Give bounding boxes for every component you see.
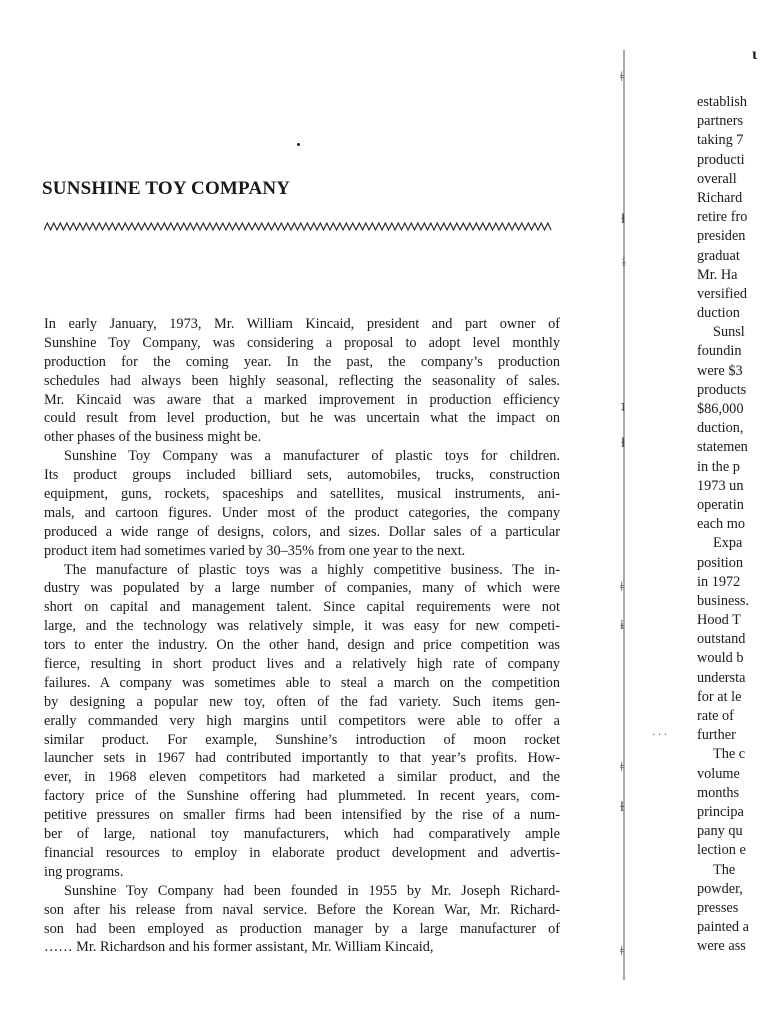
document-title: SUNSHINE TOY COMPANY [42, 178, 291, 199]
body-line: production for the coming year. In the past, the company’s production [44, 353, 560, 370]
facing-page-line: powder, [697, 880, 743, 897]
body-line: son had been employed as production manager by a large manufacturer of [44, 920, 560, 937]
body-line: short on capital and management talent. Since capital requirements were not [44, 599, 560, 616]
body-line: factory price of the Sunshine offering had plummeted. In recent years, com- [44, 788, 560, 805]
facing-page-line: Mr. Ha [697, 266, 738, 283]
facing-page-line: Hood T [697, 612, 741, 629]
body-line: could result from level production, but he was uncertain what the impact on [44, 410, 560, 427]
body-line: tors to enter the industry. On the other hand, design and price competition was [44, 637, 560, 654]
body-line: large, and the technology was relatively simple, it was easy for new competi- [44, 618, 560, 635]
facing-page-line: Richard [697, 189, 743, 206]
facing-page-line: position [697, 554, 744, 571]
facing-page-line: duction [697, 305, 740, 322]
body-line: financial resources to employ in elaborate product development and advertis- [44, 844, 560, 861]
body-line: ever, in 1968 eleven competitors had marketed a similar product, and the [44, 769, 560, 786]
facing-page-line: presiden [697, 228, 746, 245]
facing-page-line: pany qu [697, 823, 743, 840]
facing-page-line: months [697, 784, 740, 801]
body-line: Mr. Kincaid was aware that a marked improvement in production efficiency [44, 391, 560, 408]
body-line: equipment, guns, rockets, spaceships and satellites, musical instruments, ani- [44, 486, 560, 503]
body-line: schedules had always been highly seasonal, reflecting the seasonality of sales. [44, 372, 560, 389]
facing-page-line: principa [697, 803, 744, 820]
body-line: product item had sometimes varied by 30–35% from one year to the next. [44, 542, 466, 559]
facing-page-line: taking 7 [697, 132, 744, 149]
facing-page-line: overall [697, 170, 737, 187]
facing-page-line: products [697, 381, 747, 398]
facing-page-line: would b [697, 650, 744, 667]
body-line: Sunshine Toy Company, was considering a proposal to adopt level monthly [44, 334, 560, 351]
facing-page-line: rate of [697, 708, 734, 724]
body-line: produced a wide range of designs, colors, and sizes. Dollar sales of a particular [44, 523, 560, 540]
facing-page-line: outstand [697, 631, 746, 648]
facing-page-line: were ass [697, 938, 746, 955]
body-line: …… Mr. Richardson and his former assistant, Mr. William Kincaid, [44, 939, 434, 956]
body-line: In early January, 1973, Mr. William Kincaid, president and part owner of [44, 316, 560, 332]
speck-mark [297, 143, 300, 146]
body-line: by designing a popular new toy, often of the fad variety. Such items gen- [44, 693, 560, 710]
corner-mark: ɩ [752, 46, 757, 63]
body-line: failures. A company was sometimes able to steal a march on the competition [44, 674, 560, 691]
facing-page-line: retire fro [697, 209, 748, 226]
zigzag-rule [44, 222, 554, 232]
body-line: ber of large, national toy manufacturers, which had comparatively ample [44, 826, 560, 843]
body-line: erally commanded very high margins until competitors were able to offer a [44, 712, 560, 729]
body-line: ing programs. [44, 863, 124, 880]
facing-page-line: lection e [697, 842, 746, 859]
facing-page-line: statemen [697, 439, 748, 456]
facing-page-line: operatin [697, 496, 744, 513]
facing-page-line: partners [697, 113, 744, 130]
facing-page-line: presses [697, 899, 739, 916]
body-line: similar product. For example, Sunshine’s introduction of moon rocket [44, 731, 560, 748]
facing-page-line: for at le [697, 688, 742, 705]
facing-page-line: foundin [697, 343, 742, 360]
body-line: mals, and cartoon figures. Under most of the product categories, the company [44, 504, 560, 521]
facing-page-line: each mo [697, 516, 746, 533]
document-page: SUNSHINE TOY COMPANY In early January, 1973, Mr. William Kincaid, president and part owner of Sunshine Toy Company, was considering a proposal to adopt level monthly production for the coming year. In the past, the company’s production schedules had always been highly seasonal, reflecting the seasonality of sales. Mr. Kincaid was aware that a marked improvement in production efficiency could result from level production, but he was uncertain what the impact on other phases of the business might be. Sunshine Toy Company was a manufacturer of plastic toys for children. Its product groups included billiard sets, automobiles, trucks, construction equipment, guns, rockets, spaceships and satellites, musical instruments, ani- mals, and cartoon figures. Under most of the product categories, the company produced a wide range of designs, colors, and sizes. Dollar sales of a particular product item had sometimes varied by 30–35% from one year to the next. The manufacture of plastic toys was a highly competitive business. The in- dustry was populated by a large number of companies, many of which were short on capital and management talent. Since capital requirements were not large, and the technology was relatively simple, it was easy for new competi- tors to enter the industry. On the other hand, design and price competition was fierce, resulting in short product lives and a relatively high rate of company failures. A company was sometimes able to steal a march on the competition by designing a popular new toy, often of the fad variety. Such items gen- erally commanded very high margins until competitors were able to offer a similar product. For example, Sunshine’s introduction of moon rocket launcher sets in 1967 had contributed importantly to that year’s profits. How- ever, in 1968 eleven competitors had marketed a similar product, and the factory price of the Sunshine offering had plummeted. In recent years, com- petitive pressures on smaller firms had been intensified by the rise of a num- ber of large, national toy manufacturers, which had comparatively ample financial resources to employ in elaborate product development and advertis- ing programs. Sunshine Toy Company had been founded in 1955 by Mr. Joseph Richard- son after his release from naval service. Before the Korean War, Mr. Richard- son had been employed as production manager by a large manufacturer of …… Mr. Richardson and his former assistant, Mr. William Kincaid, ǂ ɫ ɨ ʇ ɫ ǂ ɨ ǂ ɫ ǂ · · · ɩ establish partners taking 7 producti overall Richard retire fro presiden graduat Mr. Ha versified duction Sunsl foundin were $3 products $86,000 duction, statemen in the p 1973 un operatin each mo Expa position in 1972 business. Hood T outstand would b understa for at le rate of further The c volume months principa pany qu lection e The powder, presses painted a were ass [0, 0, 768, 1024]
body-line: dustry was populated by a large number of companies, many of which were [44, 580, 560, 597]
facing-page-line: The [713, 861, 736, 878]
facing-page-line: The c [713, 746, 746, 763]
facing-page-line: $86,000 [697, 401, 744, 417]
facing-page-line: 1973 un [697, 477, 744, 494]
body-line: The manufacture of plastic toys was a highly competitive business. The in- [64, 561, 560, 578]
facing-page-line: Sunsl [713, 324, 745, 341]
facing-page-column [697, 93, 768, 956]
body-line: Sunshine Toy Company had been founded in 1955 by Mr. Joseph Richard- [64, 882, 560, 899]
facing-page-line: graduat [697, 247, 740, 264]
facing-page-line: duction, [697, 420, 744, 437]
body-line: other phases of the business might be. [44, 429, 262, 446]
facing-page-line: understa [697, 669, 746, 686]
facing-page-line: painted a [697, 919, 750, 936]
facing-page-line: Expa [713, 535, 743, 552]
body-text-column [44, 315, 560, 957]
facing-page-line: were $3 [697, 362, 743, 379]
facing-page-line: producti [697, 151, 745, 168]
body-line: Sunshine Toy Company was a manufacturer of plastic toys for children. [64, 448, 560, 465]
page-gutter-line [623, 50, 625, 980]
facing-page-line: establish [697, 94, 748, 110]
facing-page-line: in the p [697, 458, 740, 475]
body-line: Its product groups included billiard sets, automobiles, trucks, construction [44, 467, 560, 484]
facing-page-line: in 1972 [697, 573, 741, 590]
body-line: son after his release from naval service. Before the Korean War, Mr. Richard- [44, 901, 560, 918]
facing-page-line: business. [697, 592, 750, 609]
body-line: petitive pressures on smaller firms had been intensified by the rise of a num- [44, 807, 560, 824]
facing-page-line: volume [697, 765, 740, 782]
facing-page-line: versified [697, 285, 748, 302]
facing-page-line: further [697, 727, 736, 744]
body-line: launcher sets in 1967 had contributed importantly to that year’s profits. How- [44, 750, 560, 767]
body-line: fierce, resulting in short product lives and a relatively high rate of company [44, 656, 560, 673]
